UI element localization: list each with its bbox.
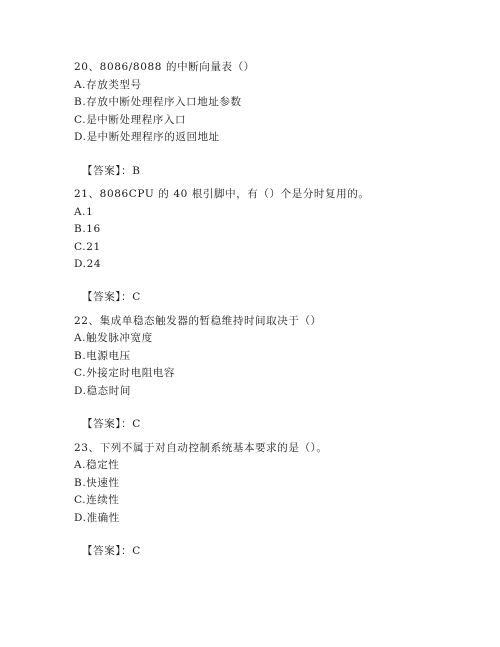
question-23-option-b: B.快速性	[74, 477, 120, 489]
question-21-option-c: C.21	[74, 241, 101, 253]
question-23-option-c: C.连续性	[74, 494, 120, 506]
question-22-answer: 【答案】：C	[82, 418, 141, 430]
question-22-option-c: C.外接定时电阻电容	[74, 367, 175, 379]
question-20-answer: 【答案】：B	[82, 165, 141, 177]
question-23-option-a: A.稳定性	[74, 459, 120, 471]
question-21-answer: 【答案】：C	[82, 291, 141, 303]
question-21-option-d: D.24	[74, 258, 102, 270]
question-21-option-b: B.16	[74, 223, 101, 235]
question-20-stem: 20、8086/8088 的中断向量表（）	[74, 61, 255, 73]
question-22-stem: 22、集成单稳态触发器的暂稳维持时间取决于（）	[74, 315, 322, 327]
question-22-option-d: D.稳态时间	[74, 385, 131, 397]
question-21-stem: 21、8086CPU 的 40 根引脚中，有（）个是分时复用的。	[74, 188, 370, 200]
question-23-stem: 23、下列不属于对自动控制系统基本要求的是（）。	[74, 442, 328, 454]
question-20-option-a: A.存放类型号	[74, 79, 142, 91]
question-20-option-c: C.是中断处理程序入口	[74, 114, 187, 126]
question-23-option-d: D.准确性	[74, 512, 120, 524]
question-23-answer: 【答案】：C	[82, 545, 141, 557]
question-20-option-b: B.存放中断处理程序入口地址参数	[74, 96, 242, 108]
question-22-option-b: B.电源电压	[74, 350, 131, 362]
question-22-option-a: A.触发脉冲宽度	[74, 332, 153, 344]
question-20-option-d: D.是中断处理程序的返回地址	[74, 131, 220, 143]
question-21-option-a: A.1	[74, 206, 94, 218]
